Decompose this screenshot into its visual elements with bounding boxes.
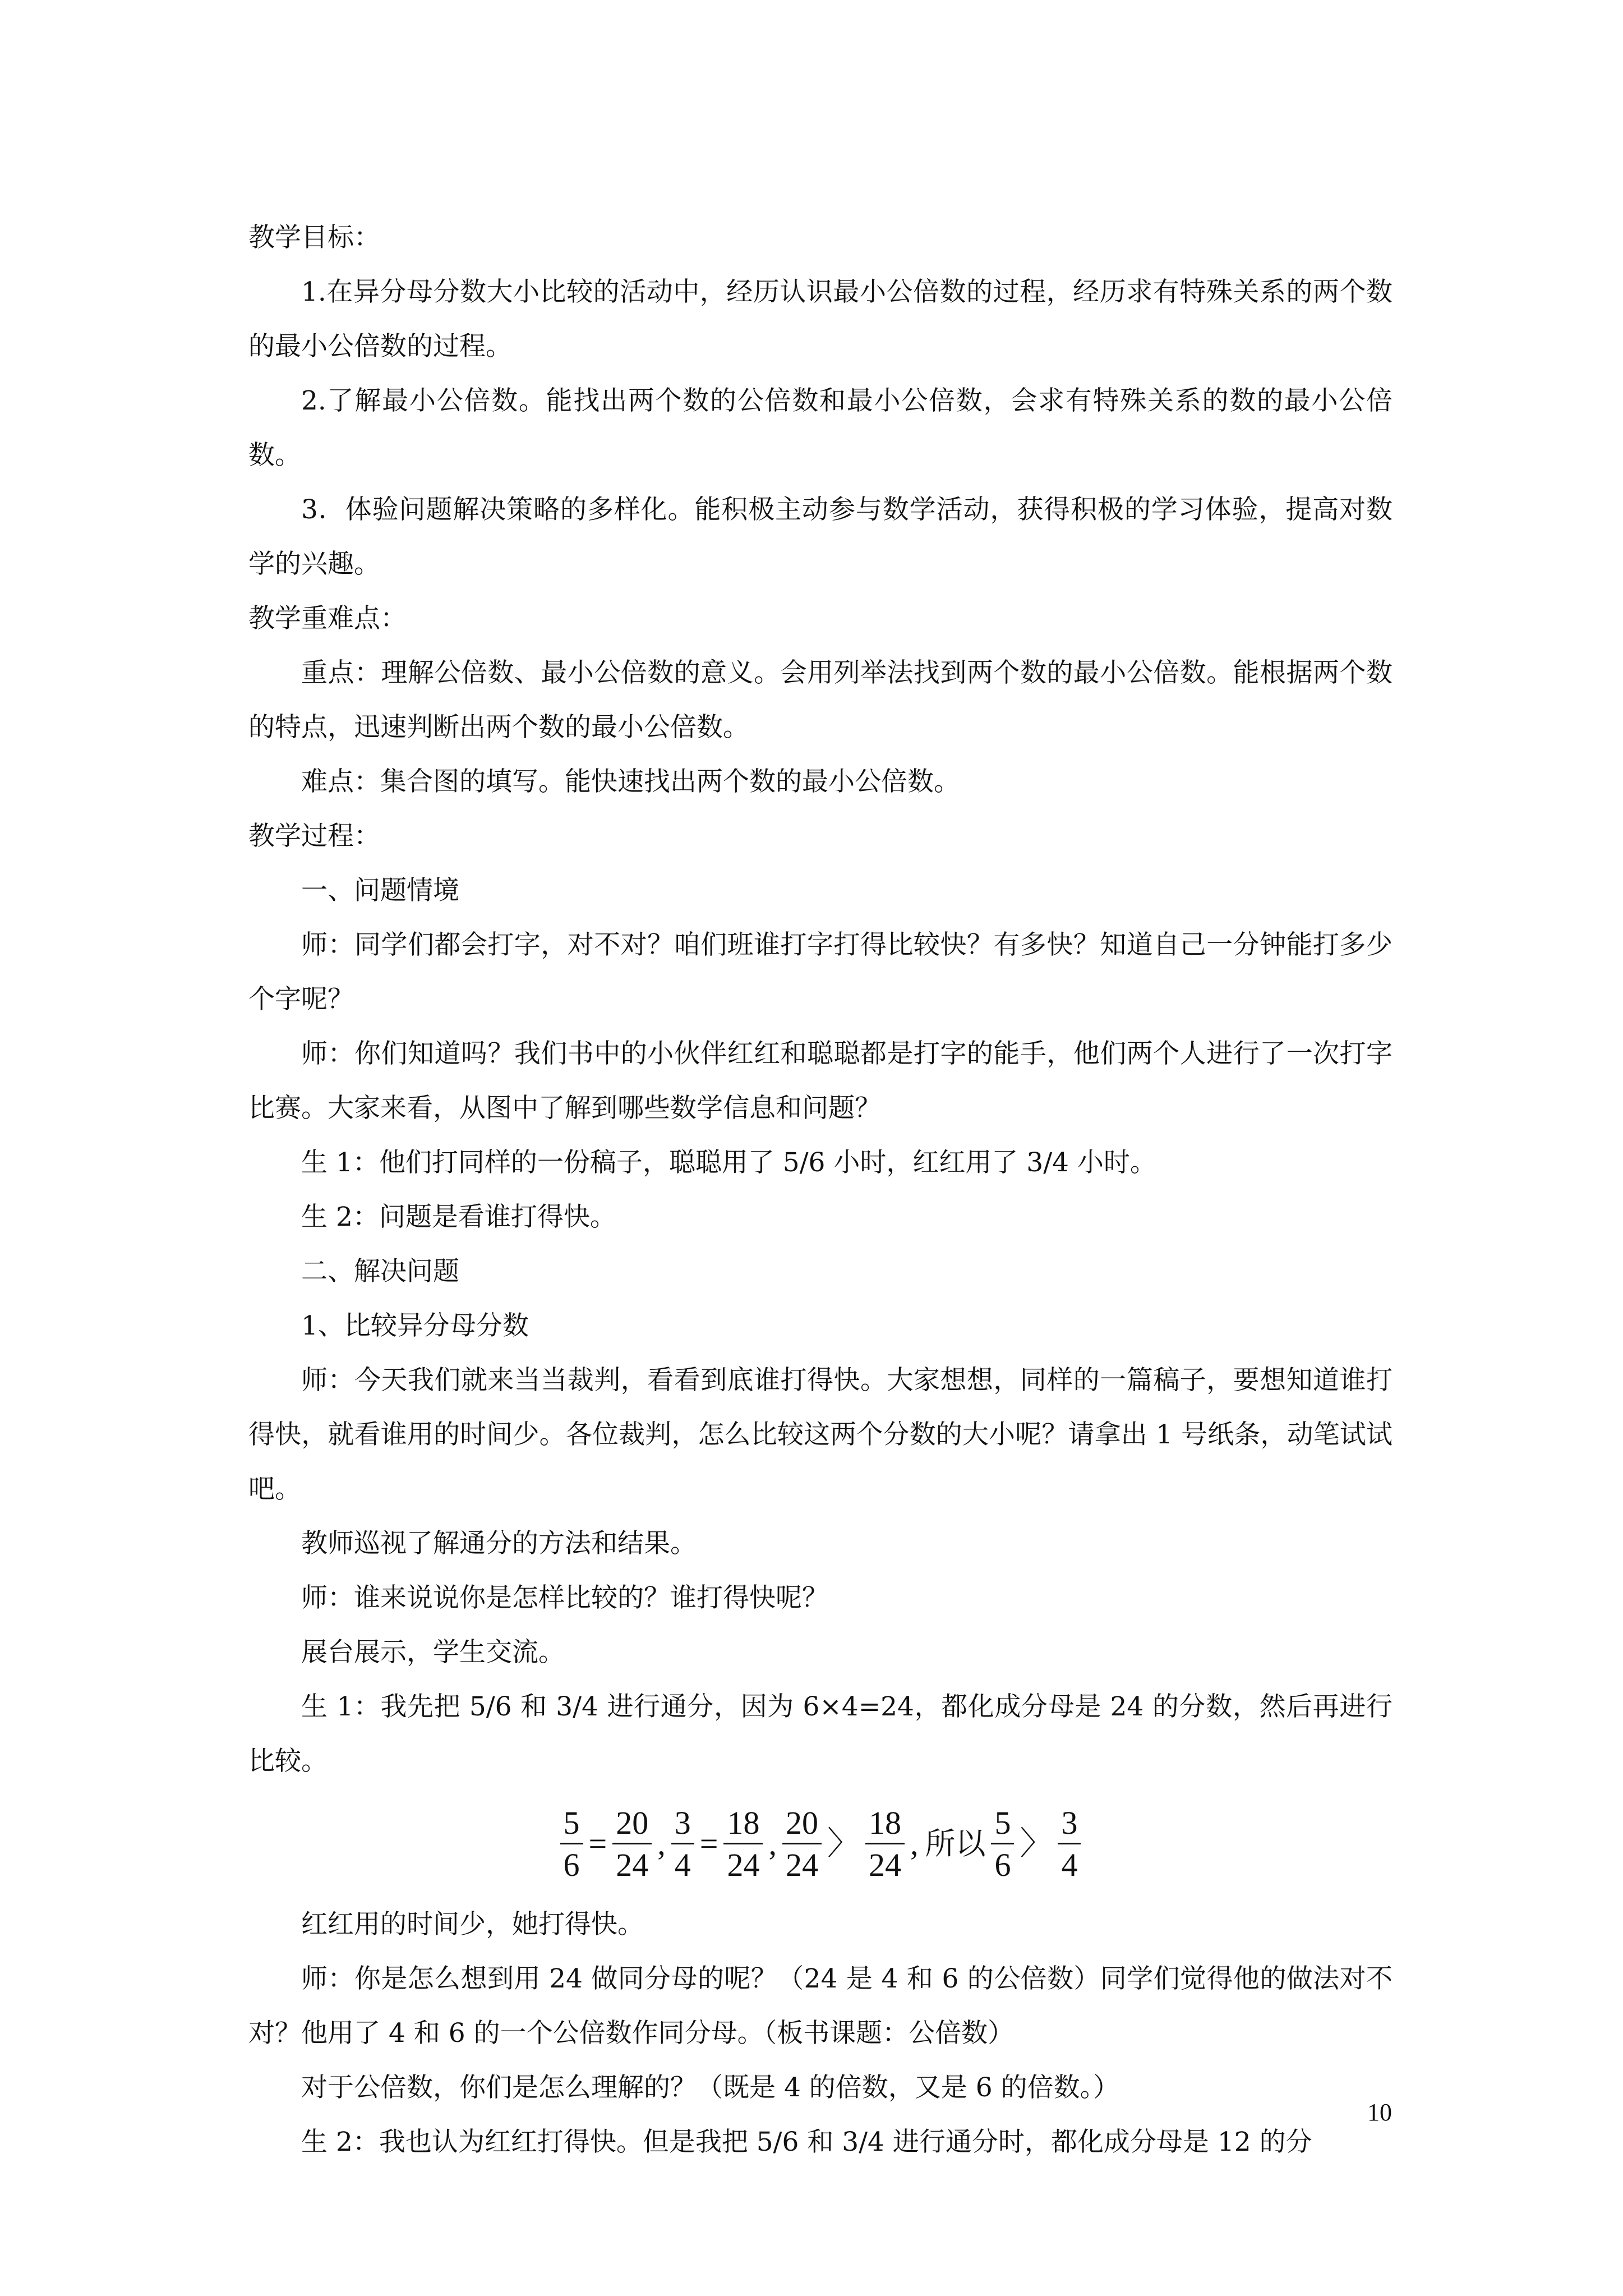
paragraph: 师：你们知道吗？我们书中的小伙伴红红和聪聪都是打字的能手，他们两个人进行了一次打字比赛。大家来看，从图中了解到哪些数学信息和问题？ bbox=[248, 1038, 1393, 1124]
comma: , bbox=[910, 1825, 919, 1862]
paragraph: 生 2：问题是看谁打得快。 bbox=[301, 1202, 616, 1232]
fraction: $\frac{18}{24}$ bbox=[865, 1807, 905, 1881]
paragraph: 对于公倍数，你们是怎么理解的？（既是 4 的倍数，又是 6 的倍数。） bbox=[301, 2072, 1120, 2103]
paragraph: 教学目标： bbox=[248, 222, 380, 253]
greater-than-sign: 〉 bbox=[827, 1825, 860, 1862]
equals-sign: = bbox=[588, 1825, 607, 1862]
paragraph: 师：谁来说说你是怎样比较的？谁打得快呢？ bbox=[301, 1582, 828, 1613]
paragraph: 生 2：我也认为红红打得快。但是我把 5/6 和 3/4 进行通分时，都化成分母是 12 的分 bbox=[301, 2127, 1312, 2157]
paragraph: 生 1：他们打同样的一份稿子，聪聪用了 5/6 小时，红红用了 3/4 小时。 bbox=[301, 1147, 1156, 1178]
paragraph: 一、问题情境 bbox=[301, 875, 459, 906]
paragraph: 3．体验问题解决策略的多样化。能积极主动参与数学活动，获得积极的学习体验，提高对数学的兴趣。 bbox=[248, 494, 1393, 579]
fraction: $\frac{5}{6}$ bbox=[560, 1807, 583, 1881]
comma: , bbox=[768, 1825, 777, 1862]
page-number: 10 bbox=[1367, 2099, 1392, 2126]
fraction: $\frac{20}{24}$ bbox=[612, 1807, 652, 1881]
greater-than-sign: 〉 bbox=[1020, 1825, 1053, 1862]
paragraph: 二、解决问题 bbox=[301, 1256, 459, 1287]
document-page bbox=[248, 210, 1393, 2169]
so-word: 所以 bbox=[925, 1826, 986, 1861]
paragraph: 师：你是怎么想到用 24 做同分母的呢？（24 是 4 和 6 的公倍数）同学们觉得他的做法对不对？他用了 4 和 6 的一个公倍数作同分母。（板书课题：公倍数） bbox=[248, 1963, 1393, 2049]
comma: , bbox=[657, 1825, 666, 1862]
fraction: $\frac{5}{6}$ bbox=[991, 1807, 1014, 1881]
paragraph: 1、比较异分母分数 bbox=[301, 1310, 529, 1341]
text-body-after-formula bbox=[248, 1897, 1393, 2169]
paragraph: 师：同学们都会打字，对不对？咱们班谁打字打得比较快？有多快？知道自己一分钟能打多少个字呢？ bbox=[248, 930, 1393, 1015]
fraction: $\frac{3}{4}$ bbox=[671, 1807, 694, 1881]
fraction: $\frac{18}{24}$ bbox=[723, 1807, 763, 1881]
paragraph: 教学过程： bbox=[248, 821, 380, 852]
paragraph: 2.了解最小公倍数。能找出两个数的公倍数和最小公倍数，会求有特殊关系的数的最小公倍数。 bbox=[248, 385, 1393, 471]
fraction-comparison-formula bbox=[248, 1791, 1393, 1897]
paragraph: 教学重难点： bbox=[248, 603, 407, 634]
paragraph: 生 1：我先把 5/6 和 3/4 进行通分，因为 6×4=24，都化成分母是 24 的分数，然后再进行比较。 bbox=[248, 1691, 1393, 1777]
paragraph: 师：今天我们就来当当裁判，看看到底谁打得快。大家想想，同样的一篇稿子，要想知道谁打得快，就看谁用的时间少。各位裁判，怎么比较这两个分数的大小呢？请拿出 1 号纸条，动笔试试吧。 bbox=[248, 1365, 1393, 1504]
fraction: $\frac{3}{4}$ bbox=[1058, 1807, 1081, 1881]
paragraph: 展台展示，学生交流。 bbox=[301, 1637, 565, 1668]
equals-sign: = bbox=[699, 1825, 718, 1862]
fraction: $\frac{20}{24}$ bbox=[782, 1807, 822, 1881]
paragraph: 教师巡视了解通分的方法和结果。 bbox=[301, 1528, 697, 1559]
paragraph: 红红用的时间少，她打得快。 bbox=[301, 1909, 644, 1940]
paragraph: 重点：理解公倍数、最小公倍数的意义。会用列举法找到两个数的最小公倍数。能根据两个数的特点，迅速判断出两个数的最小公倍数。 bbox=[248, 657, 1393, 743]
text-body-before-formula bbox=[248, 210, 1393, 1788]
paragraph: 1.在异分母分数大小比较的活动中，经历认识最小公倍数的过程，经历求有特殊关系的两个数的最小公倍数的过程。 bbox=[248, 277, 1393, 362]
paragraph: 难点：集合图的填写。能快速找出两个数的最小公倍数。 bbox=[301, 766, 960, 797]
